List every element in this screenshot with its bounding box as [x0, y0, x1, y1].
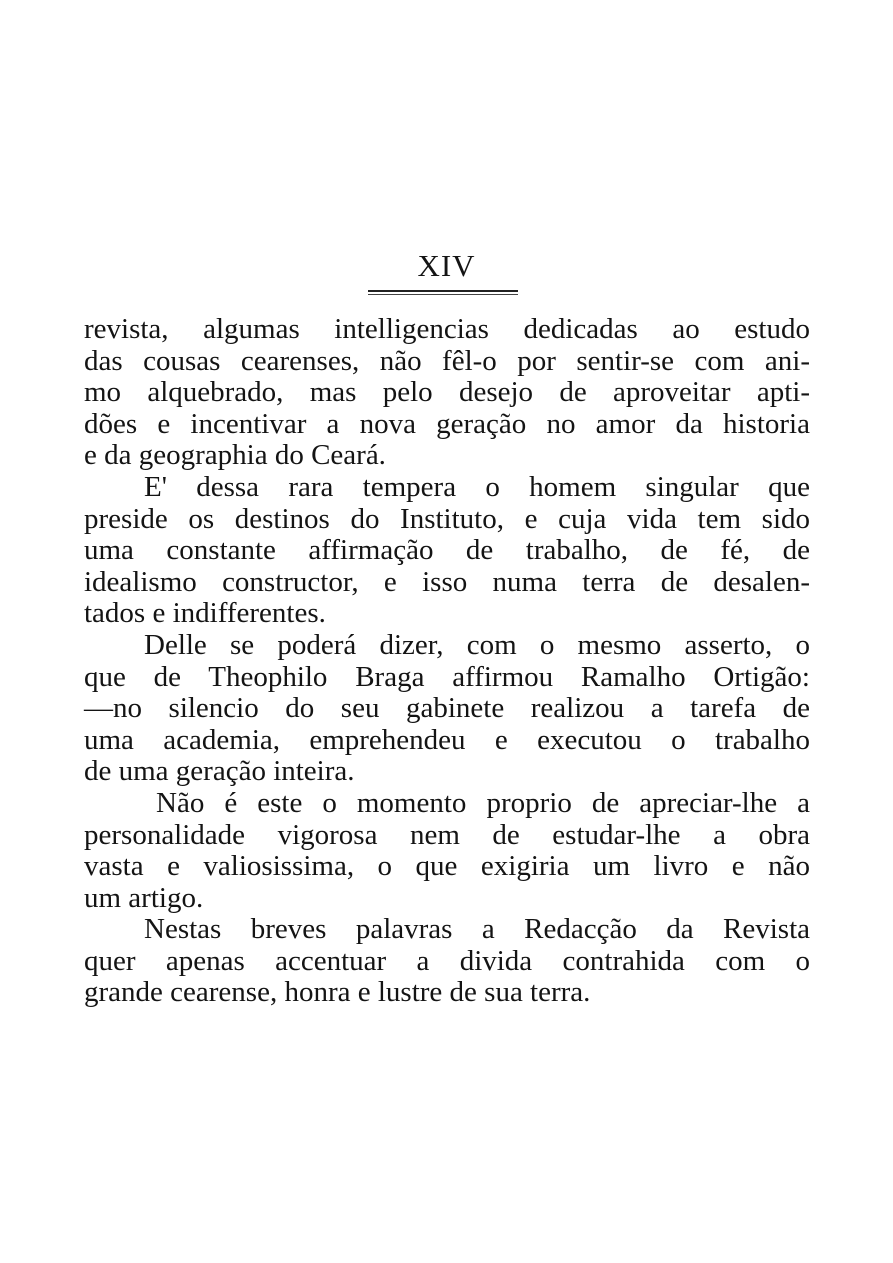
text-line: —no silencio do seu gabinete realizou a tarefa de: [84, 692, 810, 725]
text-line: dões e incentivar a nova geração no amor da historia: [84, 407, 810, 440]
text-line: idealismo constructor, e isso numa terra de desalen-: [84, 565, 810, 598]
header-rule: [368, 290, 518, 295]
text-line: vasta e valiosissima, o que exigiria um livro e não: [84, 850, 810, 883]
text-line: grande cearense, honra e lustre de sua terra.: [84, 976, 591, 1009]
text-line: das cousas cearenses, não fêl-o por sentir-se com ani-: [84, 344, 810, 377]
body-text: [84, 314, 810, 1009]
text-line: personalidade vigorosa nem de estudar-lhe a obra: [84, 818, 810, 851]
text-line: mo alquebrado, mas pelo desejo de aproveitar apti-: [84, 376, 810, 409]
text-line: um artigo.: [84, 881, 204, 914]
text-line: Nestas breves palavras a Redacção da Revista: [144, 913, 810, 946]
text-line: tados e indifferentes.: [84, 597, 326, 630]
text-line: uma academia, emprehendeu e executou o trabalho: [84, 723, 810, 756]
text-line: Delle se poderá dizer, com o mesmo asserto, o: [144, 628, 810, 661]
text-line: uma constante affirmação de trabalho, de fé, de: [84, 534, 810, 567]
text-line: quer apenas accentuar a divida contrahida com o: [84, 944, 810, 977]
text-line: preside os destinos do Instituto, e cuja vida tem sido: [84, 502, 810, 535]
text-line: e da geographia do Ceará.: [84, 439, 386, 472]
text-line: revista, algumas intelligencias dedicadas ao estudo: [84, 313, 810, 345]
text-line: que de Theophilo Braga affirmou Ramalho Ortigão:: [84, 660, 810, 693]
text-line: Não é este o momento proprio de apreciar-lhe a: [156, 786, 810, 819]
page-number: XIV: [417, 248, 476, 283]
text-line: de uma geração inteira.: [84, 755, 355, 788]
text-line: E' dessa rara tempera o homem singular que: [144, 470, 810, 503]
